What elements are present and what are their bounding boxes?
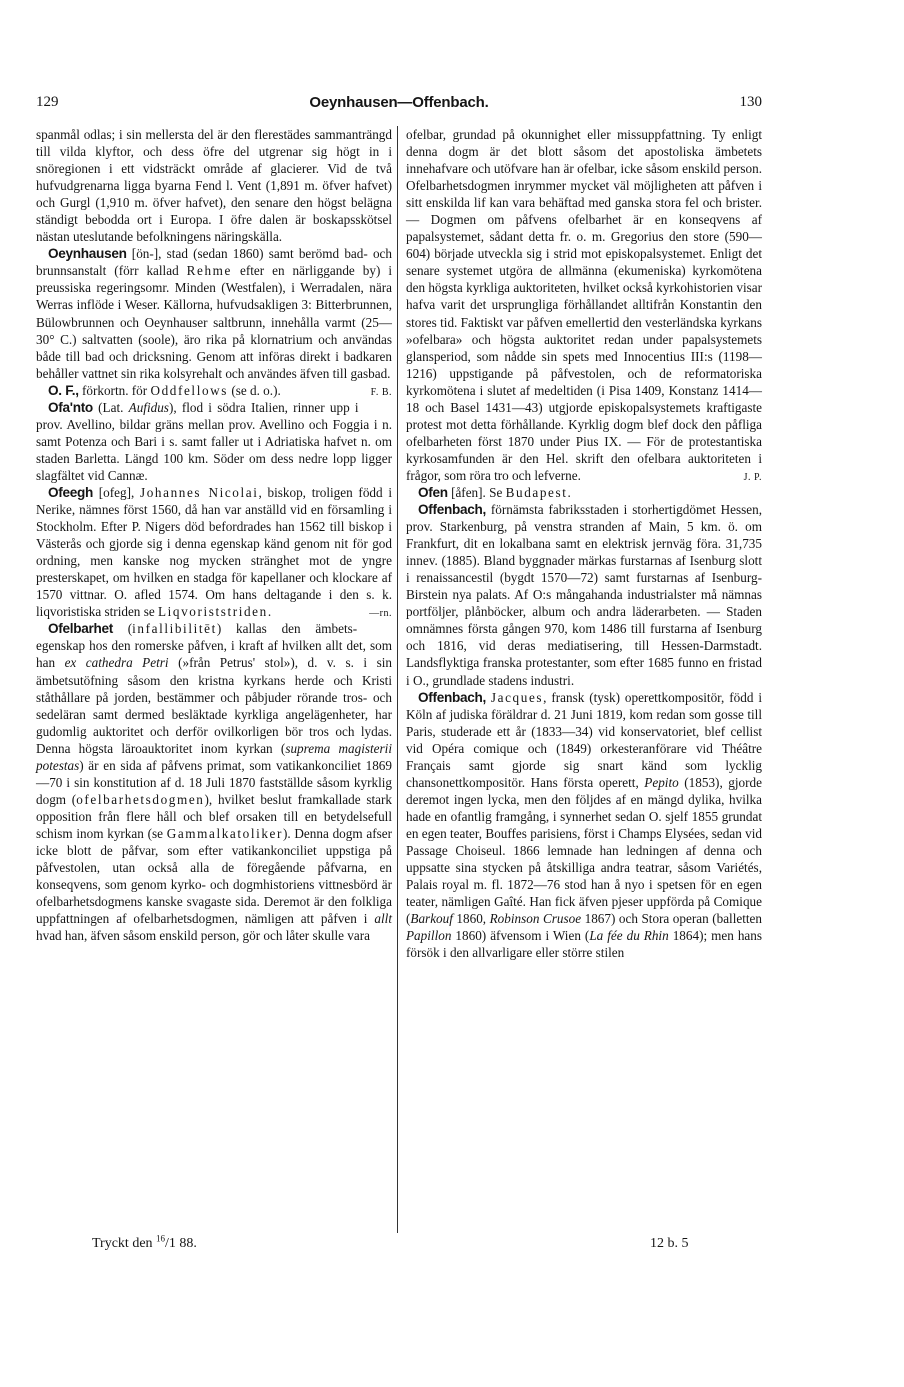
entry-headword: Ofen	[418, 484, 448, 500]
entry-headword: Oeynhausen	[48, 246, 127, 262]
entry-of: O. F., förkortn. för Oddfellows (se d. o.).	[48, 382, 281, 398]
entry-headword: Offenbach,	[418, 502, 486, 518]
page-header	[36, 94, 762, 118]
entry-headword: Ofeegh	[48, 484, 94, 500]
entry-ofanto: Ofa'nto (Lat. Aufidus), flod i södra Italien, rinner upp i prov. Avellino, bildar gräns mellan prov. Avellino och Foggia i n. samt Potenza och Bari i s. samt faller ut i Adriatiska hafvet n. om staden Barletta. Längd 100 km. Söder om dess nedre lopp ligger slagfältet vid Cannæ.	[36, 399, 392, 483]
author-signature: —rn.	[369, 608, 392, 620]
page-number-right: 130	[739, 94, 762, 110]
entry-ofen: Ofen [åfen]. Se Budapest.	[418, 484, 571, 500]
author-signature: J. P.	[743, 471, 762, 483]
column-divider	[397, 126, 398, 1233]
entry-headword: O. F.,	[48, 382, 79, 398]
entry-oeynhausen: Oeynhausen [ön-], stad (sedan 1860) samt berömd bad- och brunnsanstalt (förr kallad Rehme efter en närliggande by) i preussiska regeringsomr. Minden (Westfalen), i Werradalen, nära Werras inflöde i Weser. Källorna, hufvudsakligen 3: Bitterbrunnen, Bülowbrunnen och Oeynhauser saltbrunn, innehålla varmt (25—30° C.) saltvatten (soole), äro rika på klornatrium och användas både till bad och dricksning. Genom att införas direkt i badkaren behåller vattnet sin rika kolsyrehalt och användes äfven till gasbad. F. B.	[36, 245, 392, 381]
entry-offenbach-city: Offenbach, förnämsta fabriksstaden i storhertigdömet Hessen, prov. Starkenburg, på venstra stranden af Main, 5 km. ö. om Frankfurt, dit en lokalbana samt en elektrisk jernväg föra. 31,735 innev. (1885). Bland byggnader märkas furstarnas af Isenburg slott i renaissancestil (bygdt 1570—72) samt furstarnas af Isenburg-Birstein nya palats. Af O:s mångahanda industrialster må nämnas portföljer, plånböcker, album och andra läderarbeten. — Staden omnämnes första gången 970, kom 1486 till furstarna af Isenburg och 1816, vid deras mediatisering, till Hessen-Darmstadt. Landsflyktiga franska protestanter, som efter 1685 funno en fristad i O., grundlade stadens industri.	[406, 502, 762, 688]
entry-headword: Ofa'nto	[48, 399, 93, 415]
right-column	[406, 126, 762, 961]
entry-offenbach-jacques: Offenbach, Jacques, fransk (tysk) operettkompositör, född i Köln af judiska föräldrar d. 21 Juni 1819, kom redan som gosse till Paris, studerade ett år (1833—34) vid konservatoriet, blef cellist vid Opéra comique och (1849) orkesteranförare vid Théâtre Français samt gjorde sig snart känd som lycklig chansonettkompositör. Hans första operett, Pepito (1853), gjorde deremot ingen lycka, men den följdes af en mängd dylika, hvilka hade en ofantlig framgång, i synnerhet sedan O. sjelf 1855 grundat en egen teater, Bouffes parisiens, först i Champs Elysées, sedan vid Passage Choiseul. 1866 lemnade han ledningen af denna och uppsatte sina stycken på åtskilliga andra teatrar, såsom Variétés, Palais royal m. fl. 1872—76 stod han å nyo i spetsen för en egen teater, nämligen Gaîté. Han fick äfven pjeser uppförda på Comique (Barkouf 1860, Robinson Crusoe 1867) och Stora operan (balletten Papillon 1860) äfvensom i Wien (La fée du Rhin 1864); men hans försök i den allvarligare eller större stilen	[406, 689, 763, 961]
running-title: Oeynhausen—Offenbach.	[309, 94, 489, 111]
continued-paragraph: spanmål odlas; i sin mellersta del är den flerestädes sammanträngd till vilda klyftor, och dess öfre del utgrenar sig högt in i snöregionen i ett vidsträckt område af glacierer. Vid de två hufvudgrenarna ligga byarna Fend l. Vent (1,891 m. öfver hafvet) och Gurgl (1,910 m. öfver hafvet), den senare den högst belägna ständigt bebodda ort i Europa. I öfre dalen är boskapsskötsel nästan uteslutande befolkningens näringskälla.	[36, 127, 392, 245]
author-signature: F. B.	[370, 386, 392, 398]
entry-ofelbarhet: Ofelbarhet (infallibilitēt) kallas den ämbets-egenskap hos den romerske påfven, i kraft af hvilken allt det, som han ex cathedra Petri (»från Petrus' stol»), d. v. s. i sin ämbetsutöfning såsom den kristna kyrkans herde och Kristi ståthållare på jorden, bestämmer och påbjuder rörande tros- och sedeläran samt dermed besläktade kyrkliga angelägenheter, har gudomlig auktoritet och derför ovilkorligen bör tros och lydas. Denna högsta läroauktoritet inom kyrkan (suprema magisterii potestas) är en sida af påfvens primat, som vatikankonciliet 1869—70 i sin konstitution af d. 18 Juli 1870 fastställde såsom kyrklig dogm (ofelbarhetsdogmen), hvilket beslut framkallade stark opposition från flere håll och blef orsaken till en betydelsefull schism inom kyrkan (se Gammalkatoliker). Denna dogm afser icke blott de påfvar, som efter vatikankonciliet uppstiga på påfvestolen, utan också alla de föregående påfvarna, en konseqvens, som genom kyrko- och dogmhistoriens vittnesbörd är ofelbarhetsdogmens kanske svagaste sida. Deremot är den folkliga uppfattningen af ofelbarhetsdogmen, nämligen att påfven i allt hvad han, äfven såsom enskild person, gör och låter skulle vara	[36, 621, 393, 944]
entry-headword: Offenbach,	[418, 689, 486, 705]
continued-paragraph: ofelbar, grundad på okunnighet eller missuppfattning. Ty enligt denna dogm är det blott såsom det apostoliska ämbetets innehafvare och utöfvare han är ofelbar, icke såsom enskild person. Ofelbarhetsdogmen inrymmer mycket väl möjligheten att påfven i sitt enskilda lif kan vara behäftad med ganska stora fel och brister. — Dogmen om påfvens ofelbarhet är en konseqvens af papalsystemet, sådant detta fr. o. m. Gregorius den store (590—604) började utveckla sig i strid mot episkopalsystemet. Enligt det senare systemet utgöra de allmänna (ekumeniska) kyrkomötena den högsta kyrkliga auktoriteten, hvilket också kyrkohistorien visar hafva varit det ursprungliga förhållandet alltifrån Konstantin den stores tid. Faktiskt var påfven emellertid den vesterländska kyrkans »ofelbara» och högsta auktoritet redan under papalsystemets glansperiod, som nådde sin spets med Innocentius III:s (1198—1216) uppstigande på påfvestolen, och de reformatoriska kyrkomötena i slutet af medeltiden (i Pisa 1409, Konstanz 1414—18 och Basel 1431—43) utgjorde episkopalsystemets kraftigaste protest mot detta förhållande. Kyrklig dogm blef dock den påfliga ofelbarheten först 1870 under Pius IX. — För de protestantiska kyrkosamfunden är den Hel. skrift den ofelbara auktoriteten i frågor, som röra tro och lefverne. J. P.	[406, 126, 762, 484]
signature-mark: 12 b. 5	[650, 1236, 689, 1251]
left-column	[36, 126, 392, 944]
entry-headword: Ofelbarhet	[48, 621, 113, 637]
print-date: Tryckt den $^{16}$/1 88.	[92, 1233, 197, 1251]
page-number-left: 129	[36, 94, 59, 110]
entry-ofeegh: Ofeegh [ofeg], Johannes Nicolai, biskop, troligen född i Nerike, nämnes först 1560, då han var anställd vid en församling i Stockholm. Efter P. Nigers död befordrades han 1562 till biskop i Västerås och gjorde sig i denna egenskap känd genom nit för god ordning, men kanske nog mycken stränghet mot de yngre presterskapet, om hvilken en stadga för kapellaner och klockare af 1570 vittnar. O. afled 1574. Om hans deltagande i den s. k. liqvoristiska striden se Liqvoriststriden. —rn.	[36, 484, 392, 620]
